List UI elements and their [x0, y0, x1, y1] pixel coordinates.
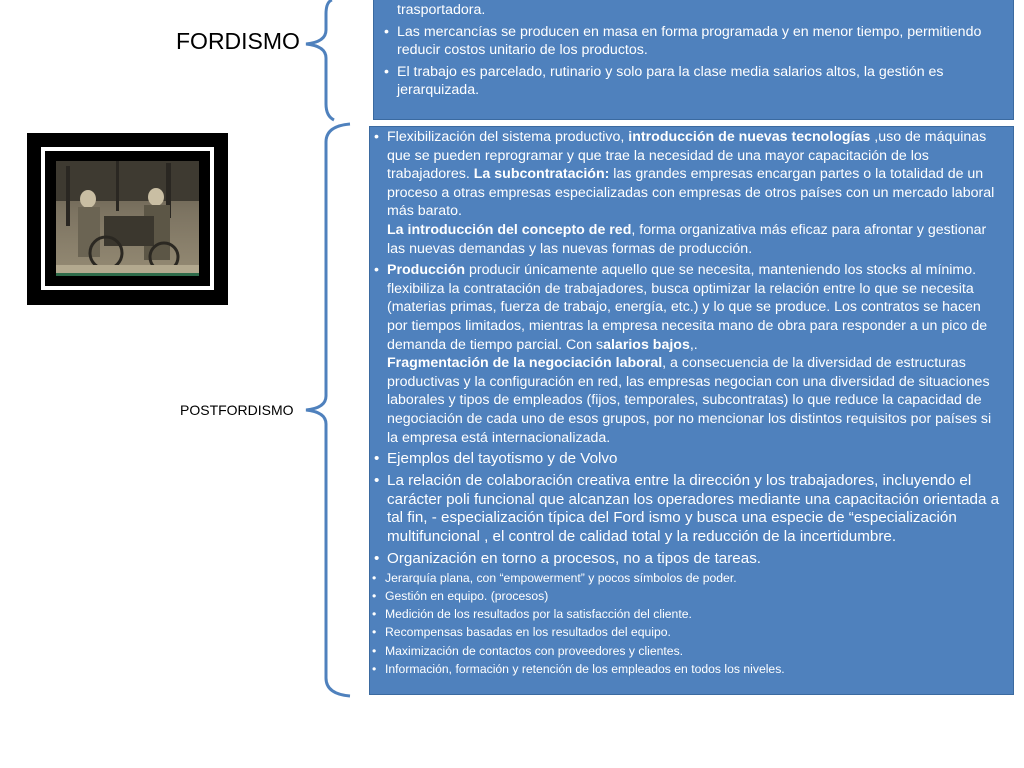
bullet-icon: •: [372, 589, 377, 604]
fordismo-item-text: El trabajo es parcelado, rutinario y solo para la clase media salarios altos, la gestión es jerarquizada.: [397, 63, 944, 98]
list-item: [370, 642, 1005, 660]
postfordismo-small-item: Gestión en equipo. (procesos): [385, 589, 549, 604]
list-item: [380, 63, 1003, 100]
photo-border: [41, 147, 214, 290]
fordismo-content-box: [373, 0, 1014, 120]
list-item: [370, 605, 1005, 623]
list-item: [370, 550, 1005, 569]
factory-workers-photo-icon: [56, 161, 199, 276]
list-item: [380, 23, 1003, 60]
postfordismo-small-item: Medición de los resultados por la satisfacción del cliente.: [385, 607, 692, 622]
list-item: [370, 623, 1005, 641]
list-item: [370, 569, 1005, 587]
fordismo-item-text: Las mercancías se producen en masa en forma programada y en menor tiempo, permitiendo reducir costos unitario de los productos.: [397, 23, 982, 58]
postfordismo-item-text: Flexibilización del sistema productivo, introducción de nuevas tecnologías ,uso de máquinas que se pueden reprogramar y que trae la necesidad de una mayor capacitación de los trabajadores. La subcontratación: las grandes empresas encargan partes o la totalidad de un proceso a otras empresas especializadas con empresas de otros países con un mercado laboral más barato. La introducción del concepto de red, forma organizativa más eficaz para afrontar y gestionar las nuevas demandas y las nuevas formas de producción.: [387, 129, 995, 257]
list-item: [370, 587, 1005, 605]
postfordismo-item-text: Producción producir únicamente aquello que se necesita, manteniendo los stocks al mínimo. flexibiliza la contratación de trabajadores, busca optimizar la relación entre lo que se necesita (materias primas, fuerza de trabajo, energía, etc.) y lo que se produce. Los contratos se hacen por tiempos limitados, mientras la empresa necesita mano de obra para responder a un pico de demanda de tiempo parcial. Con salarios bajos,. Fragmentación de la negociación laboral, a consecuencia de la diversidad de estructuras productivas y la configuración en red, las empresas negocian con una diversidad de situaciones laborales y tipos de empleados (fijos, temporales, subcontratas) lo que reduce la capacidad de negociación de cada uno de esos grupos, por no mencionar los distintos requisitos por países si la empresa está internacionalizada.: [387, 262, 992, 446]
bullet-icon: •: [372, 643, 377, 658]
bullet-icon: •: [374, 450, 380, 468]
fordismo-brace-icon: [300, 0, 340, 122]
list-item: [380, 1, 1003, 20]
list-item: [370, 472, 1005, 547]
continuation-text: trasportadora.: [397, 2, 486, 18]
list-item: [370, 450, 1005, 469]
postfordismo-item-text: La relación de colaboración creativa entre la dirección y los trabajadores, incluyendo el carácter poli funcional que alcanzan los operadores mediante una capacitación orientada a tal fin, - especialización típica del Ford ismo y busca una especie de “especialización multifuncional , el control de calidad total y la reducción de la incertidumbre.: [387, 471, 1000, 546]
list-item: [370, 261, 1005, 447]
bullet-icon: •: [372, 570, 377, 585]
bullet-icon: •: [372, 607, 377, 622]
postfordismo-title: POSTFORDISMO: [180, 402, 294, 418]
list-item: [370, 128, 1005, 258]
postfordismo-item-text: Organización en torno a procesos, no a tipos de tareas.: [387, 550, 762, 568]
bullet-icon: •: [374, 550, 380, 568]
bullet-icon: •: [374, 262, 379, 279]
fordismo-title: FORDISMO: [176, 28, 300, 54]
postfordismo-brace-icon: [300, 122, 354, 700]
postfordismo-small-item: Jerarquía plana, con “empowerment” y pocos símbolos de poder.: [385, 570, 737, 585]
bullet-icon: •: [372, 625, 377, 640]
photo-frame: [27, 133, 228, 305]
list-item: [370, 660, 1005, 678]
postfordismo-item-text: Ejemplos del tayotismo y de Volvo: [387, 450, 618, 468]
postfordismo-small-item: Información, formación y retención de los empleados en todos los niveles.: [385, 661, 785, 676]
bullet-icon: •: [374, 471, 380, 489]
postfordismo-small-item: Recompensas basadas en los resultados del equipo.: [385, 625, 671, 640]
postfordismo-small-item: Maximización de contactos con proveedores y clientes.: [385, 643, 684, 658]
bullet-icon: •: [384, 63, 389, 80]
bullet-icon: •: [374, 129, 379, 145]
bullet-icon: •: [384, 23, 389, 40]
postfordismo-content-box: [369, 126, 1014, 695]
bullet-icon: •: [372, 661, 377, 676]
